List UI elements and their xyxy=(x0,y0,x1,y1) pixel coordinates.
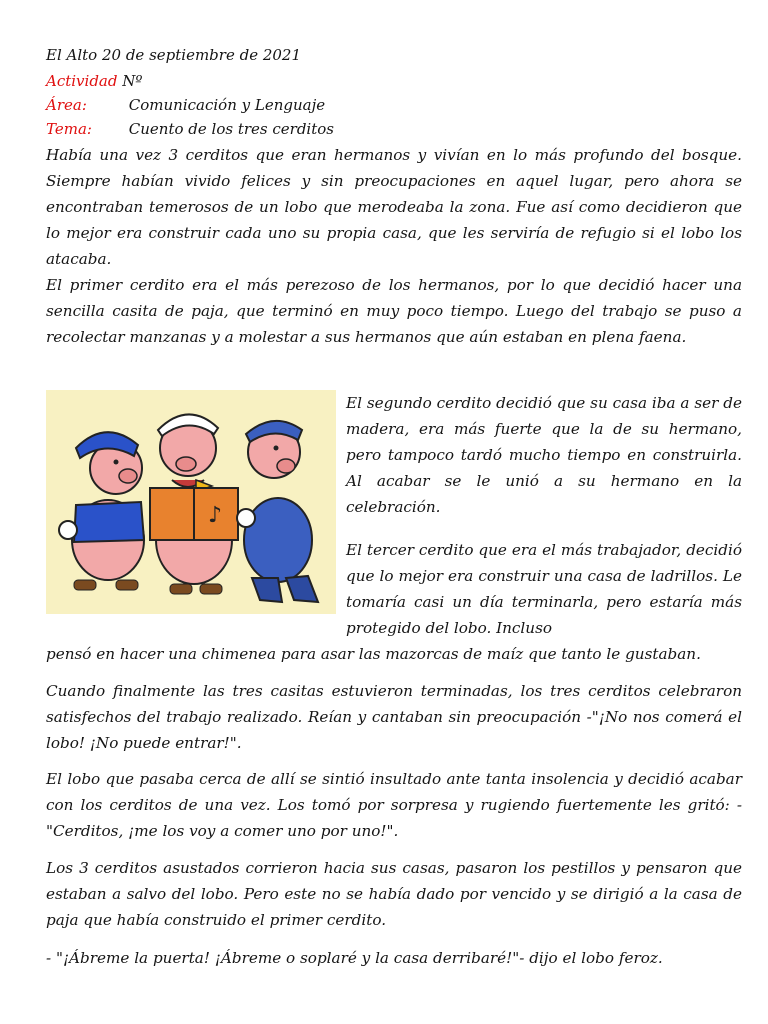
pig-overalls xyxy=(237,421,318,602)
pig-sailor xyxy=(59,432,144,590)
date-line: El Alto 20 de septiembre de 2021 xyxy=(46,46,302,64)
story-paragraph-1: Había una vez 3 cerditos que eran hermanos y vivían en lo más profundo del bosque. Siempre habían vivido felices y sin preocupaciones en aquel lugar, pero ahora se encontraban temerosos de un lobo que merodeaba la zona. Fue así como decidieron que lo mejor era construir cada uno su propia casa, que les serviría de refugio si el lobo los atacaba. xyxy=(46,146,742,268)
story-paragraph-3: El segundo cerdito decidió que su casa iba a ser de madera, era más fuerte que la de su hermano, pero tampoco tardó mucho tiempo en construirla. Al acabar se le unió a su hermano en la celebración. xyxy=(346,394,742,516)
activity-row xyxy=(46,72,142,90)
area-label: Área: xyxy=(46,96,87,114)
story-paragraph-4-right: El tercer cerdito que era el más trabajador, decidió que lo mejor era construir una casa de ladrillos. Le tomaría casi un día terminarla, pero estaría más protegido del lobo. Incluso xyxy=(346,541,742,637)
svg-text:♪: ♪ xyxy=(208,503,223,528)
activity-label: Actividad xyxy=(46,72,118,90)
story-paragraph-4-continued: pensó en hacer una chimenea para asar las mazorcas de maíz que tanto le gustaban. xyxy=(46,645,701,663)
activity-value: Nº xyxy=(122,72,143,90)
story-paragraph-7: Los 3 cerditos asustados corrieron hacia sus casas, pasaron los pestillos y pensaron que estaban a salvo del lobo. Pero este no se había dado por vencido y se dirigió a la casa de paja que había construido el primer cerdito. xyxy=(46,859,742,929)
three-pigs-illustration xyxy=(46,390,336,614)
topic-row xyxy=(46,120,334,138)
area-row xyxy=(46,96,325,114)
story-paragraph-2: El primer cerdito era el más perezoso de los hermanos, por lo que decidió hacer una sencilla casita de paja, que terminó en muy poco tiempo. Luego del trabajo se puso a recolectar manzanas y a molestar a sus hermanos que aún estaban en plena faena. xyxy=(46,276,742,346)
story-paragraph-6: El lobo que pasaba cerca de allí se sintió insultado ante tanta insolencia y decidió acabar con los cerditos de una vez. Los tomó por sorpresa y rugiendo fuertemente les gritó: -"Cerditos, ¡me los voy a comer uno por uno!". xyxy=(46,770,742,840)
story-paragraph-8: - "¡Ábreme la puerta! ¡Ábreme o soplaré y la casa derribaré!"- dijo el lobo feroz. xyxy=(46,949,663,967)
pigs-drawing xyxy=(46,390,336,614)
area-value: Comunicación y Lenguaje xyxy=(128,96,326,114)
pig-middle xyxy=(150,414,238,594)
topic-label: Tema: xyxy=(46,120,92,138)
topic-value: Cuento de los tres cerditos xyxy=(128,120,334,138)
story-paragraph-5: Cuando finalmente las tres casitas estuvieron terminadas, los tres cerditos celebraron satisfechos del trabajo realizado. Reían y cantaban sin preocupación -"¡No nos comerá el lobo! ¡No puede entrar!". xyxy=(46,682,742,752)
